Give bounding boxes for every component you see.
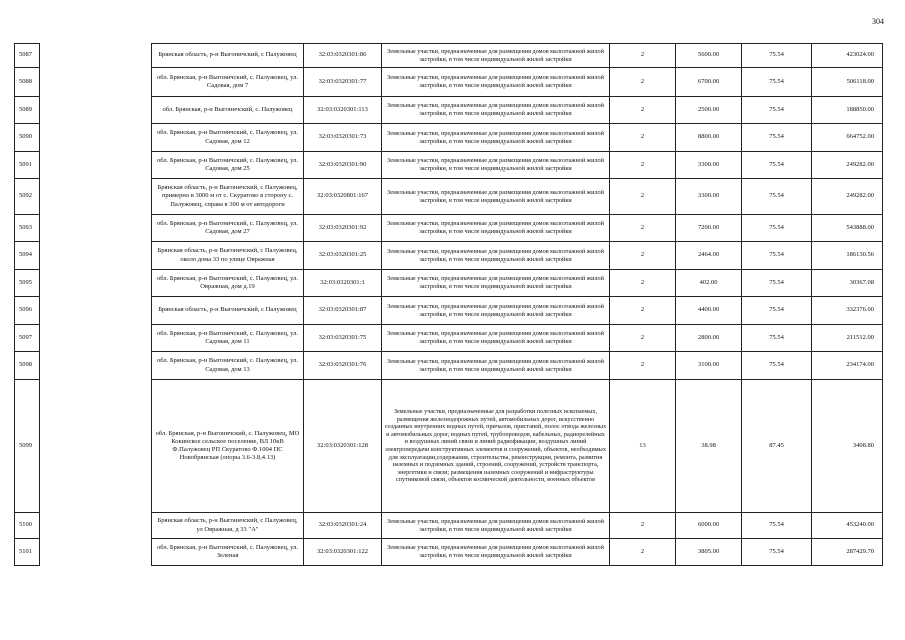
table-row xyxy=(15,44,883,68)
category-cell: 2 xyxy=(610,44,676,68)
land-use-cell: Земельные участки, предназначенные для размещения домов малоэтажной жилой застройки, в том числе индивидуальной жилой застройки xyxy=(382,242,610,270)
table-row xyxy=(15,152,883,179)
spacer-cell xyxy=(40,539,152,566)
table-row xyxy=(15,179,883,215)
row-number: 5089 xyxy=(15,97,40,124)
category-cell: 2 xyxy=(610,352,676,380)
unit-price-cell: 75.54 xyxy=(742,152,812,179)
address-cell: обл. Брянская, р-н Выгоничский, с. Палужовец, ул. Садовая, дом 25 xyxy=(152,152,304,179)
category-cell: 2 xyxy=(610,325,676,352)
category-cell: 13 xyxy=(610,380,676,513)
table-row xyxy=(15,325,883,352)
land-use-cell: Земельные участки, предназначенные для размещения домов малоэтажной жилой застройки, в том числе индивидуальной жилой застройки xyxy=(382,68,610,97)
row-number: 5098 xyxy=(15,352,40,380)
address-cell: Брянская область, р-н Выгоничский, с Палужовец, примерно в 3000 м от с. Скуратово в сторону с. Палужовец, справа в 300 м от автодороги xyxy=(152,179,304,215)
spacer-cell xyxy=(40,270,152,297)
unit-price-cell: 75.54 xyxy=(742,44,812,68)
spacer-cell xyxy=(40,215,152,242)
unit-price-cell: 75.54 xyxy=(742,179,812,215)
spacer-cell xyxy=(40,124,152,152)
cadastral-value-cell: 506118.00 xyxy=(812,68,883,97)
category-cell: 2 xyxy=(610,124,676,152)
land-use-cell: Земельные участки, предназначенные для размещения домов малоэтажной жилой застройки, в том числе индивидуальной жилой застройки xyxy=(382,270,610,297)
cadastral-value-cell: 332376.00 xyxy=(812,297,883,325)
land-use-cell: Земельные участки, предназначенные для размещения домов малоэтажной жилой застройки, в том числе индивидуальной жилой застройки xyxy=(382,152,610,179)
cadastral-value-cell: 3408.80 xyxy=(812,380,883,513)
cadastral-number-cell: 32:03:0320801:167 xyxy=(304,179,382,215)
area-cell: 402.00 xyxy=(676,270,742,297)
unit-price-cell: 75.54 xyxy=(742,97,812,124)
cadastral-number-cell: 32:03:0320301:86 xyxy=(304,44,382,68)
cadastral-number-cell: 32:03:0320301:73 xyxy=(304,124,382,152)
table-row xyxy=(15,97,883,124)
table-body xyxy=(15,44,883,566)
spacer-cell xyxy=(40,325,152,352)
area-cell: 2500.00 xyxy=(676,97,742,124)
address-cell: обл. Брянская, р-н Выгоничский, с. Палужовец, МО Кокинское сельское поселение, ВЛ 10кВ Ф.Палужовец РП Скуратово Ф.1004 ПС Новобрянская (опоры 3.6-3.8,4.13) xyxy=(152,380,304,513)
land-use-cell: Земельные участки, предназначенные для размещения домов малоэтажной жилой застройки, в том числе индивидуальной жилой застройки xyxy=(382,352,610,380)
area-cell: 6000.00 xyxy=(676,513,742,539)
unit-price-cell: 75.54 xyxy=(742,539,812,566)
cadastral-value-cell: 423024.00 xyxy=(812,44,883,68)
row-number: 5100 xyxy=(15,513,40,539)
land-parcel-table xyxy=(14,43,883,566)
cadastral-number-cell: 32:03:0320301:24 xyxy=(304,513,382,539)
cadastral-number-cell: 32:03:0320301:87 xyxy=(304,297,382,325)
area-cell: 2464.00 xyxy=(676,242,742,270)
spacer-cell xyxy=(40,513,152,539)
area-cell: 3300.00 xyxy=(676,152,742,179)
category-cell: 2 xyxy=(610,270,676,297)
category-cell: 2 xyxy=(610,152,676,179)
table-row xyxy=(15,380,883,513)
spacer-cell xyxy=(40,44,152,68)
table-row xyxy=(15,215,883,242)
address-cell: Брянская область, р-н Выгоничский, с Палужовец, ул Овражная, д 33 "А" xyxy=(152,513,304,539)
cadastral-number-cell: 32:03:0320301:92 xyxy=(304,215,382,242)
row-number: 5092 xyxy=(15,179,40,215)
land-use-cell: Земельные участки, предназначенные для размещения домов малоэтажной жилой застройки, в том числе индивидуальной жилой застройки xyxy=(382,539,610,566)
land-use-cell: Земельные участки, предназначенные для размещения домов малоэтажной жилой застройки, в том числе индивидуальной жилой застройки xyxy=(382,513,610,539)
row-number: 5097 xyxy=(15,325,40,352)
table-row xyxy=(15,513,883,539)
category-cell: 2 xyxy=(610,513,676,539)
unit-price-cell: 75.54 xyxy=(742,242,812,270)
land-use-cell: Земельные участки, предназначенные для размещения домов малоэтажной жилой застройки, в том числе индивидуальной жилой застройки xyxy=(382,215,610,242)
cadastral-number-cell: 32:03:0320301:76 xyxy=(304,352,382,380)
page-number: 304 xyxy=(872,17,884,26)
category-cell: 2 xyxy=(610,68,676,97)
address-cell: обл. Брянская, р-н Выгоничский, с. Палужовец, ул. Садовая, дом 27 xyxy=(152,215,304,242)
row-number: 5096 xyxy=(15,297,40,325)
spacer-cell xyxy=(40,68,152,97)
unit-price-cell: 75.54 xyxy=(742,124,812,152)
category-cell: 2 xyxy=(610,179,676,215)
cadastral-number-cell: 32:03:0320301:75 xyxy=(304,325,382,352)
row-number: 5094 xyxy=(15,242,40,270)
category-cell: 2 xyxy=(610,539,676,566)
unit-price-cell: 75.54 xyxy=(742,270,812,297)
area-cell: 2800.00 xyxy=(676,325,742,352)
table-row xyxy=(15,539,883,566)
unit-price-cell: 75.54 xyxy=(742,68,812,97)
cadastral-value-cell: 188850.00 xyxy=(812,97,883,124)
land-use-cell: Земельные участки, предназначенные для размещения домов малоэтажной жилой застройки, в том числе индивидуальной жилой застройки xyxy=(382,44,610,68)
table-row xyxy=(15,242,883,270)
cadastral-value-cell: 287429.70 xyxy=(812,539,883,566)
cadastral-number-cell: 32:03:0320301:128 xyxy=(304,380,382,513)
area-cell: 6700.00 xyxy=(676,68,742,97)
row-number: 5091 xyxy=(15,152,40,179)
spacer-cell xyxy=(40,352,152,380)
address-cell: обл. Брянская, р-н Выгоничский, с. Палужовец, ул. Садовая, дом 12 xyxy=(152,124,304,152)
address-cell: Брянская область, р-н Выгоничский, с Палужовец, около дома 33 по улице Овражная xyxy=(152,242,304,270)
table-row xyxy=(15,124,883,152)
unit-price-cell: 87.45 xyxy=(742,380,812,513)
table-row xyxy=(15,270,883,297)
category-cell: 2 xyxy=(610,97,676,124)
area-cell: 4400.00 xyxy=(676,297,742,325)
row-number: 5087 xyxy=(15,44,40,68)
area-cell: 7200.00 xyxy=(676,215,742,242)
row-number: 5088 xyxy=(15,68,40,97)
spacer-cell xyxy=(40,297,152,325)
category-cell: 2 xyxy=(610,215,676,242)
cadastral-value-cell: 453240.00 xyxy=(812,513,883,539)
row-number: 5093 xyxy=(15,215,40,242)
cadastral-number-cell: 32:03:0320301:90 xyxy=(304,152,382,179)
spacer-cell xyxy=(40,242,152,270)
land-use-cell: Земельные участки, предназначенные для размещения домов малоэтажной жилой застройки, в том числе индивидуальной жилой застройки xyxy=(382,97,610,124)
cadastral-number-cell: 32:03:0320301:113 xyxy=(304,97,382,124)
table-row xyxy=(15,352,883,380)
cadastral-value-cell: 249282.00 xyxy=(812,152,883,179)
cadastral-value-cell: 211512.00 xyxy=(812,325,883,352)
cadastral-number-cell: 32:03:0320301:77 xyxy=(304,68,382,97)
cadastral-value-cell: 249282.00 xyxy=(812,179,883,215)
address-cell: обл. Брянская, р-н Выгоничский, с. Палужовец, ул. Садовая, дом 13 xyxy=(152,352,304,380)
address-cell: обл. Брянская, р-н Выгоничский, с. Палужовец, ул. Садовая, дом 11 xyxy=(152,325,304,352)
area-cell: 8800.00 xyxy=(676,124,742,152)
area-cell: 3300.00 xyxy=(676,179,742,215)
address-cell: Брянская область, р-н Выгоничский, с Палужовец xyxy=(152,44,304,68)
area-cell: 3805.00 xyxy=(676,539,742,566)
land-use-cell: Земельные участки, предназначенные для размещения домов малоэтажной жилой застройки, в том числе индивидуальной жилой застройки xyxy=(382,297,610,325)
address-cell: обл. Брянская, р-н Выгоничский, с. Палужовец, ул. Зеленая xyxy=(152,539,304,566)
unit-price-cell: 75.54 xyxy=(742,297,812,325)
land-use-cell: Земельные участки, предназначенные для размещения домов малоэтажной жилой застройки, в том числе индивидуальной жилой застройки xyxy=(382,179,610,215)
cadastral-value-cell: 30367.08 xyxy=(812,270,883,297)
address-cell: Брянская область, р-н Выгоничский, с Палужовец xyxy=(152,297,304,325)
cadastral-value-cell: 186130.56 xyxy=(812,242,883,270)
row-number: 5099 xyxy=(15,380,40,513)
spacer-cell xyxy=(40,97,152,124)
address-cell: обл. Брянская, р-н Выгоничский, с. Палужовец, ул. Садовая, дом 7 xyxy=(152,68,304,97)
area-cell: 38.98 xyxy=(676,380,742,513)
category-cell: 2 xyxy=(610,297,676,325)
land-use-cell: Земельные участки, предназначенные для разработки полезных ископаемых, размещения железнодорожных путей, автомобильных дорог, искусственно созданных внутренних водных путей, причалов, пристаней, полос отвода железных и автомобильных дорог, водных путей, трубопроводов, кабельных, радиорелейных и воздушных линий связи и линий радиофикации, воздушных линий электропередачи конструктивных элементов и сооружений, объектов, необходимых для эксплуатации,содержания, строительства, реконструкции, ремонта, развития наземных и подземных зданий, строений, сооружений, устройств транспорта, энергетики и связи; размещения наземных сооружений и инфраструктуры спутниковой связи, объектов космической деятельности, военных объектов xyxy=(382,380,610,513)
unit-price-cell: 75.54 xyxy=(742,215,812,242)
row-number: 5090 xyxy=(15,124,40,152)
row-number: 5095 xyxy=(15,270,40,297)
area-cell: 5600.00 xyxy=(676,44,742,68)
table-row xyxy=(15,68,883,97)
spacer-cell xyxy=(40,179,152,215)
cadastral-number-cell: 32:03:0320301:25 xyxy=(304,242,382,270)
cadastral-value-cell: 664752.00 xyxy=(812,124,883,152)
row-number: 5101 xyxy=(15,539,40,566)
land-use-cell: Земельные участки, предназначенные для размещения домов малоэтажной жилой застройки, в том числе индивидуальной жилой застройки xyxy=(382,124,610,152)
cadastral-number-cell: 32:03:0320301:1 xyxy=(304,270,382,297)
address-cell: обл. Брянская, р-н Выгоничский, с. Палужовец xyxy=(152,97,304,124)
spacer-cell xyxy=(40,152,152,179)
cadastral-value-cell: 543888.00 xyxy=(812,215,883,242)
land-use-cell: Земельные участки, предназначенные для размещения домов малоэтажной жилой застройки, в том числе индивидуальной жилой застройки xyxy=(382,325,610,352)
unit-price-cell: 75.54 xyxy=(742,513,812,539)
area-cell: 3100.00 xyxy=(676,352,742,380)
address-cell: обл. Брянская, р-н Выгоничский, с. Палужовец, ул. Овражная, дом д.19 xyxy=(152,270,304,297)
unit-price-cell: 75.54 xyxy=(742,325,812,352)
table-row xyxy=(15,297,883,325)
cadastral-value-cell: 234174.00 xyxy=(812,352,883,380)
category-cell: 2 xyxy=(610,242,676,270)
unit-price-cell: 75.54 xyxy=(742,352,812,380)
cadastral-number-cell: 32:03:0320301:122 xyxy=(304,539,382,566)
spacer-cell xyxy=(40,380,152,513)
